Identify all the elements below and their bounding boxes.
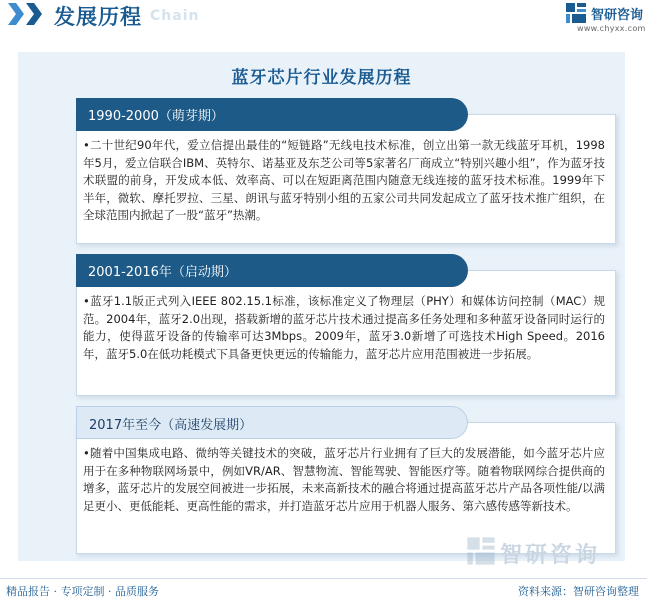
- period-section: [76, 98, 616, 246]
- panel-title: 蓝牙芯片行业发展历程: [231, 68, 412, 88]
- period-description: •随着中国集成电路、微纳等关键技术的突破，蓝牙芯片行业拥有了巨大的发展潜能，如今蓝牙芯片应用于在多种物联网场景中，例如VR/AR、智慧物流、智能驾驶、智能医疗等。随着物联网综合提供商的增多，蓝牙芯片的发展空间被进一步拓展，未来高新技术的融合将通过提高蓝牙芯片产品各项性能/以满足更小、更低能耗、更高性能的需求，并打造蓝牙芯片应用于机器人服务、第六感传感等新技术。: [83, 446, 605, 513]
- period-header: [76, 406, 468, 439]
- period-label: 2001-2016年（启动期）: [88, 265, 237, 280]
- period-label: 1990-2000（萌芽期）: [88, 109, 224, 124]
- period-header: [76, 98, 468, 131]
- header-watermark: Chain: [150, 8, 200, 24]
- footer-watermark: 智研咨询: [500, 543, 601, 568]
- chevron-right-icon: [8, 3, 24, 25]
- panel-title-bar: [18, 52, 625, 92]
- period-header: [76, 254, 468, 287]
- zhiyan-logo-icon: [565, 2, 587, 24]
- history-panel: [18, 52, 625, 561]
- period-description-box: [76, 114, 616, 244]
- footer-tagline: 精品报告 · 专项定制 · 品质服务: [6, 585, 159, 598]
- zhiyan-logo-watermark-icon: [466, 536, 496, 566]
- period-label: 2017年至今（高速发展期）: [89, 418, 253, 433]
- header-title: 发展历程: [54, 4, 142, 29]
- top-header: [0, 0, 647, 36]
- brand-name: 智研咨询: [591, 8, 644, 23]
- period-description-box: [76, 422, 616, 554]
- period-description-box: [76, 270, 616, 396]
- period-section: [76, 254, 616, 398]
- period-section: [76, 406, 616, 556]
- brand-url: www.chyxx.com: [577, 24, 646, 33]
- footer-bar: [0, 578, 647, 600]
- footer-source: 资料来源：智研咨询整理: [518, 585, 639, 598]
- period-description: •二十世纪90年代，爱立信提出最佳的“短链路”无线电技术标准，创立出第一款无线蓝牙耳机，1998年5月，爱立信联合IBM、英特尔、诺基亚及东芝公司等5家著名厂商成立“特别兴趣小组”，作为蓝牙技术联盟的前身，开发成本低、效率高、可以在短距离范围内随意无线连接的蓝牙技术标准。1999年下半年，微软、摩托罗拉、三星、朗讯与蓝牙特别小组的五家公司共同发起成立了蓝牙技术推广组织，在全球范围内掀起了一股“蓝牙”热潮。: [83, 138, 605, 223]
- period-description: •蓝牙1.1版正式列入IEEE 802.15.1标准，该标准定义了物理层（PHY）和媒体访问控制（MAC）规范。2004年，蓝牙2.0出现，搭载新增的蓝牙芯片技术通过提高多任务处理和多种蓝牙设备同时运行的能力，使得蓝牙设备的传输率可达3Mbps。2009年，蓝牙3.0新增了可选技术High Speed。2016年，蓝牙5.0在低功耗模式下具备更快更远的传输能力，蓝牙芯片应用范围被进一步拓展。: [83, 294, 605, 361]
- chevron-right-icon: [26, 3, 42, 25]
